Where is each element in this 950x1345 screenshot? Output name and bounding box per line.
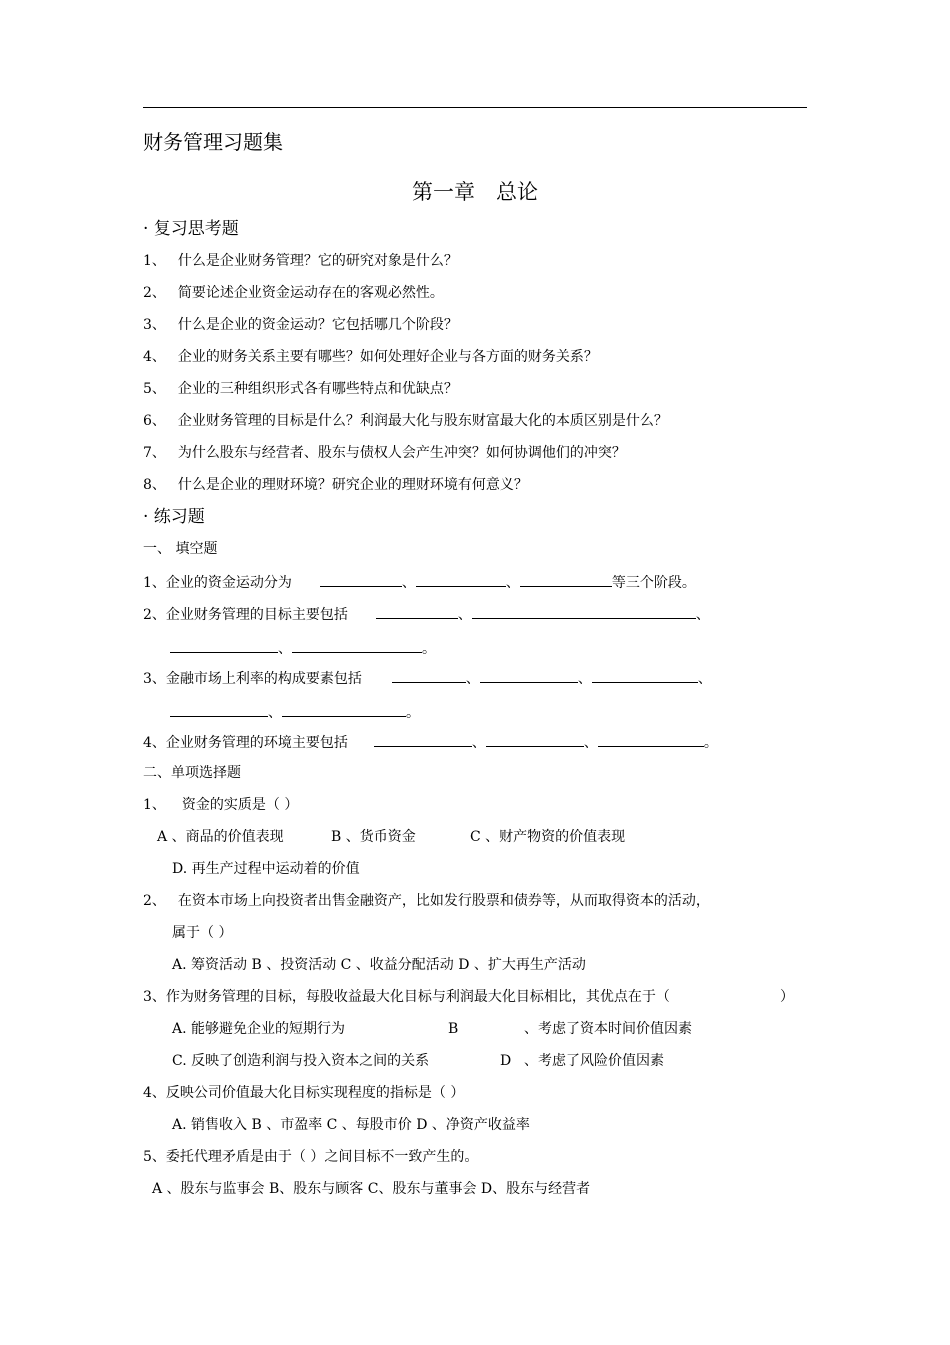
fill-question-3: 3、金融市场上利率的构成要素包括 、 、 、	[143, 668, 712, 688]
answer-blank[interactable]	[520, 572, 612, 587]
fill-question-2: 2、企业财务管理的目标主要包括 、 、	[143, 604, 710, 624]
document-title: 财务管理习题集	[143, 130, 283, 154]
choice-question-4: 4、反映公司价值最大化目标实现程度的指标是（ ）	[143, 1085, 465, 1101]
fill-question-3-cont: 、 。	[170, 702, 420, 722]
review-question-8: 8、 什么是企业的理财环境？研究企业的理财环境有何意义？	[143, 477, 528, 493]
answer-blank[interactable]	[292, 638, 422, 653]
review-question-1: 1、 什么是企业财务管理？它的研究对象是什么？	[143, 253, 458, 269]
choice-option-c: C. 反映了创造利润与投入资本之间的关系	[172, 1053, 430, 1069]
answer-blank[interactable]	[480, 668, 578, 683]
answer-blank[interactable]	[598, 732, 704, 747]
choice-option-b: B 、货币资金	[331, 829, 416, 845]
answer-blank[interactable]	[392, 668, 466, 683]
review-question-7: 7、 为什么股东与经营者、股东与债权人会产生冲突？如何协调他们的冲突？	[143, 445, 626, 461]
choice-option-b: 、考虑了资本时间价值因素	[524, 1021, 692, 1037]
single-choice-heading: 二、单项选择题	[143, 765, 241, 781]
choice-question-2: 2、 在资本市场上向投资者出售金融资产，比如发行股票和债券等，从而取得资本的活动，	[143, 893, 710, 909]
answer-blank[interactable]	[592, 668, 698, 683]
choice-question-2-cont: 属于（ ）	[172, 925, 233, 941]
choice-option-d: 、考虑了风险价值因素	[524, 1053, 664, 1069]
answer-blank[interactable]	[472, 604, 696, 619]
choice-option-a: A. 能够避免企业的短期行为	[172, 1021, 346, 1037]
answer-blank[interactable]	[416, 572, 506, 587]
answer-blank[interactable]	[376, 604, 458, 619]
answer-blank[interactable]	[170, 702, 268, 717]
review-question-3: 3、 什么是企业的资金运动？它包括哪几个阶段？	[143, 317, 458, 333]
choice-question-3: 3、作为财务管理的目标，每股收益最大化目标与利润最大化目标相比，其优点在于（	[143, 989, 670, 1005]
choice-question-5-options: A 、股东与监事会 B、股东与顾客 C、股东与董事会 D、股东与经营者	[152, 1181, 591, 1197]
answer-blank[interactable]	[320, 572, 402, 587]
header-rule	[143, 107, 807, 108]
choice-question-3-close: ）	[780, 989, 794, 1005]
review-heading: · 复习思考题	[143, 219, 239, 239]
choice-option-d-letter: D	[500, 1053, 512, 1069]
choice-question-2-options: A. 筹资活动 B 、投资活动 C 、收益分配活动 D 、扩大再生产活动	[172, 957, 586, 973]
choice-question-4-options: A. 销售收入 B 、市盈率 C 、每股市价 D 、净资产收益率	[172, 1117, 530, 1133]
answer-blank[interactable]	[170, 638, 278, 653]
fill-blank-heading: 一、 填空题	[143, 541, 218, 557]
practice-heading: · 练习题	[143, 507, 205, 527]
choice-option-a: A 、商品的价值表现	[157, 829, 284, 845]
review-question-6: 6、 企业财务管理的目标是什么？利润最大化与股东财富最大化的本质区别是什么？	[143, 413, 668, 429]
review-question-2: 2、 简要论述企业资金运动存在的客观必然性。	[143, 285, 444, 301]
answer-blank[interactable]	[282, 702, 406, 717]
fill-question-1: 1、企业的资金运动分为 、 、 等三个阶段。	[143, 572, 696, 592]
review-question-4: 4、 企业的财务关系主要有哪些？如何处理好企业与各方面的财务关系？	[143, 349, 598, 365]
answer-blank[interactable]	[486, 732, 584, 747]
choice-option-b-letter: B	[448, 1021, 459, 1037]
choice-option-d: D. 再生产过程中运动着的价值	[172, 861, 360, 877]
answer-blank[interactable]	[374, 732, 472, 747]
choice-option-c: C 、财产物资的价值表现	[470, 829, 626, 845]
fill-question-2-cont: 、 。	[170, 638, 436, 658]
chapter-title: 第一章 总论	[412, 180, 538, 204]
choice-question-1: 1、 资金的实质是（ ）	[143, 797, 299, 813]
choice-question-5: 5、委托代理矛盾是由于（ ）之间目标不一致产生的。	[143, 1149, 479, 1165]
fill-question-4: 4、企业财务管理的环境主要包括 、 、 。	[143, 732, 718, 752]
review-question-5: 5、 企业的三种组织形式各有哪些特点和优缺点？	[143, 381, 458, 397]
